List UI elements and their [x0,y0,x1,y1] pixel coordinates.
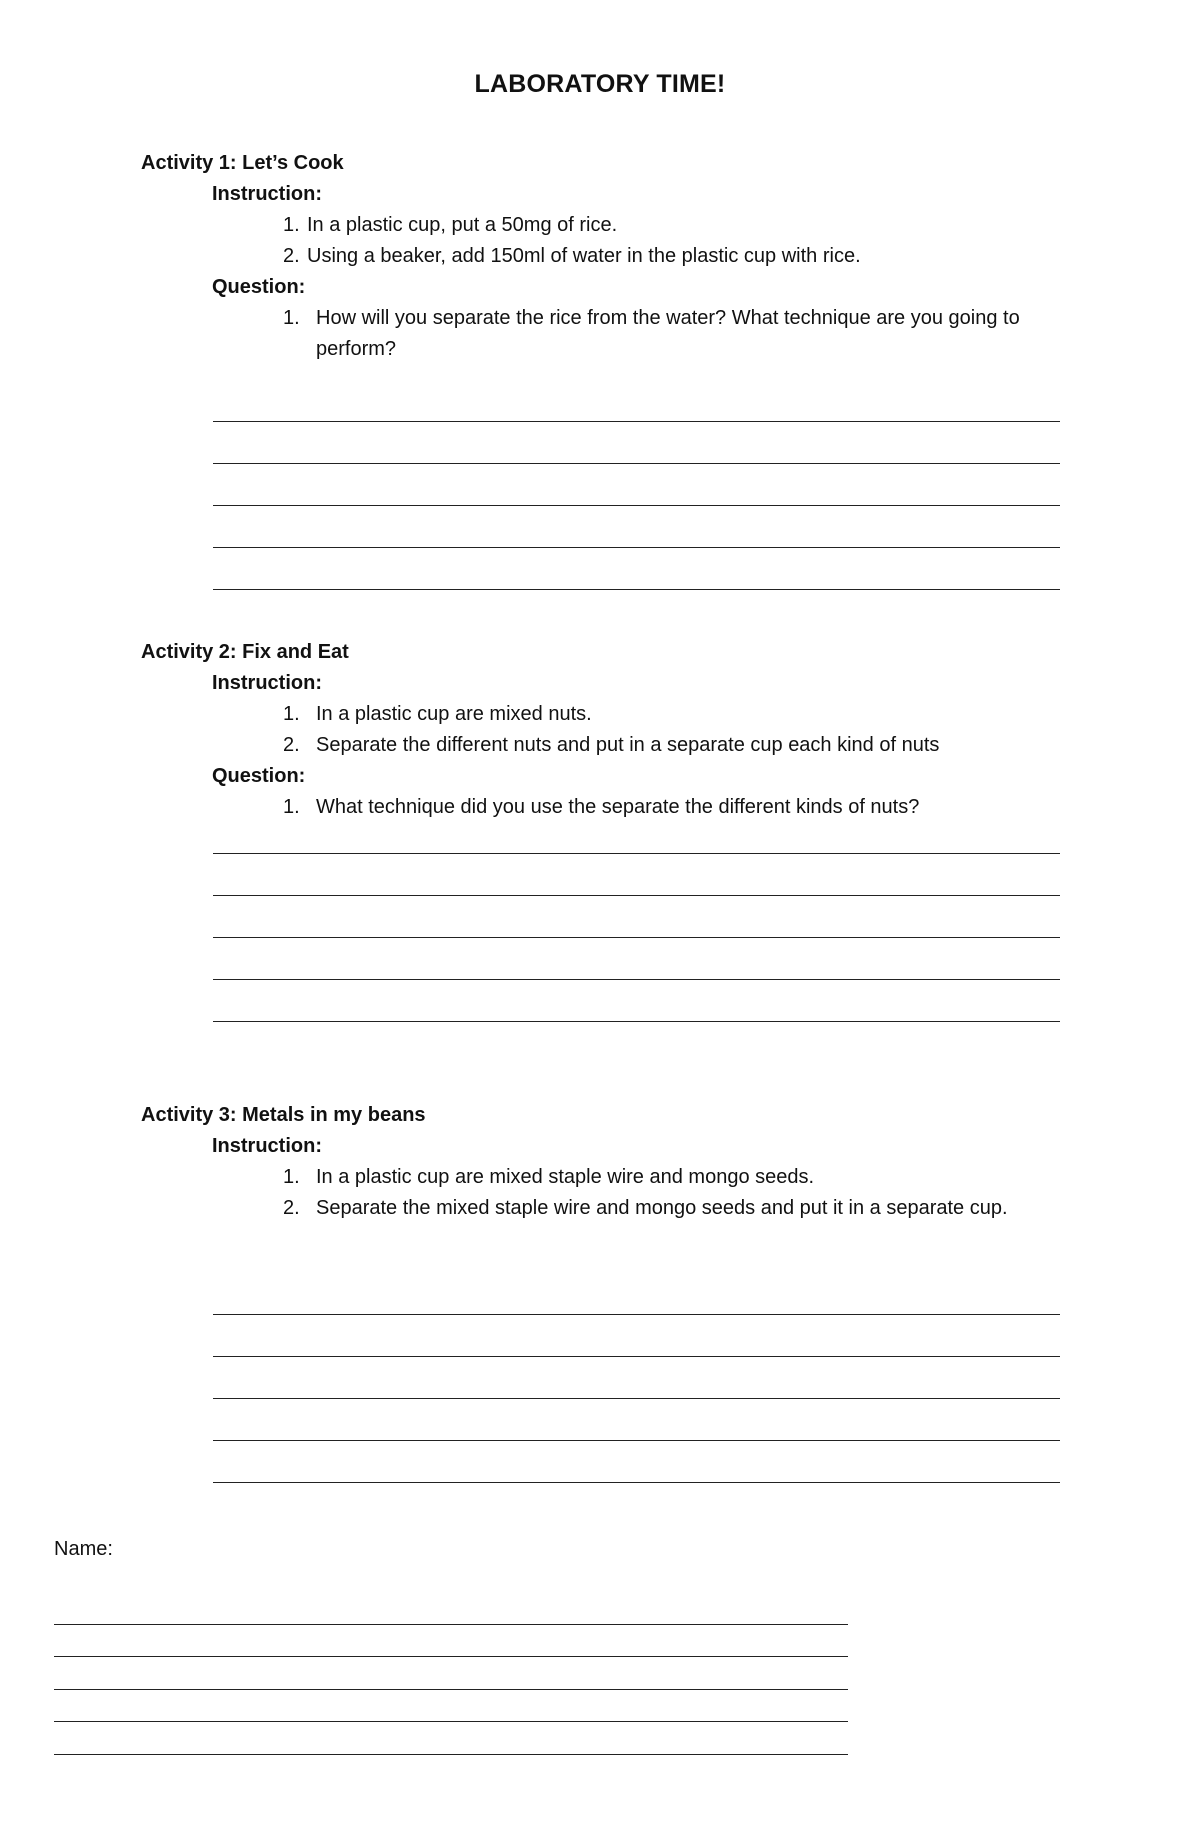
activity-3 [141,1100,1061,1224]
activity-2 [141,637,1061,823]
answer-line[interactable] [213,506,1060,548]
activity-2-instructions [283,699,1061,761]
activity-1-questions [283,303,1061,365]
list-item [283,1193,1061,1224]
step-number: 1. [283,1166,300,1188]
step-text: Separate the different nuts and put in a separate cup each kind of nuts [316,734,940,756]
step-text: In a plastic cup, put a 50mg of rice. [307,214,618,236]
question-text: What technique did you use the separate the different kinds of nuts? [316,796,920,818]
name-line[interactable] [54,1722,848,1755]
answer-line[interactable] [213,380,1060,422]
step-number: 1. [283,214,300,236]
answer-line[interactable] [213,1441,1060,1483]
step-text: Separate the mixed staple wire and mongo seeds and put it in a separate cup. [316,1197,1008,1219]
step-text: In a plastic cup are mixed staple wire and mongo seeds. [316,1166,815,1188]
answer-line[interactable] [213,1315,1060,1357]
activity-1-instructions [283,210,1061,272]
question-number: 1. [283,307,300,329]
answer-line[interactable] [213,938,1060,980]
activity-2-question-label: Question: [212,765,306,787]
answer-line[interactable] [213,1273,1060,1315]
answer-line[interactable] [213,896,1060,938]
activity-2-answer-lines [213,812,1060,1022]
step-number: 2. [283,734,300,756]
answer-line[interactable] [213,422,1060,464]
name-label: Name: [54,1538,113,1560]
step-number: 1. [283,703,300,725]
activity-1 [141,148,1061,365]
step-number: 2. [283,1197,300,1219]
step-number: 2. [283,245,300,267]
list-item [283,210,1061,241]
answer-line[interactable] [213,854,1060,896]
list-item [283,730,1061,761]
answer-line[interactable] [213,464,1060,506]
answer-line[interactable] [213,1399,1060,1441]
name-line[interactable] [54,1592,848,1625]
name-line[interactable] [54,1625,848,1658]
list-item [283,241,1061,272]
answer-line[interactable] [213,548,1060,590]
list-item [283,1162,1061,1193]
activity-1-heading: Activity 1: Let’s Cook [141,152,344,174]
name-line[interactable] [54,1657,848,1690]
answer-line[interactable] [213,1357,1060,1399]
activity-2-instruction-label: Instruction: [212,672,322,694]
answer-line[interactable] [213,980,1060,1022]
list-item [283,699,1061,730]
list-item [283,303,1061,365]
step-text: Using a beaker, add 150ml of water in the plastic cup with rice. [307,245,861,267]
activity-3-instruction-label: Instruction: [212,1135,322,1157]
question-text: How will you separate the rice from the water? What technique are you going to perform? [316,307,1020,360]
question-number: 1. [283,796,300,818]
activity-3-heading: Activity 3: Metals in my beans [141,1104,426,1126]
page-title: LABORATORY TIME! [474,70,726,98]
activity-1-answer-lines [213,380,1060,590]
answer-line[interactable] [213,812,1060,854]
activity-1-question-label: Question: [212,276,306,298]
step-text: In a plastic cup are mixed nuts. [316,703,592,725]
activity-1-instruction-label: Instruction: [212,183,322,205]
activity-2-heading: Activity 2: Fix and Eat [141,641,349,663]
name-lines [54,1592,848,1755]
activity-3-instructions [283,1162,1061,1224]
activity-3-answer-lines [213,1273,1060,1483]
name-line[interactable] [54,1690,848,1723]
